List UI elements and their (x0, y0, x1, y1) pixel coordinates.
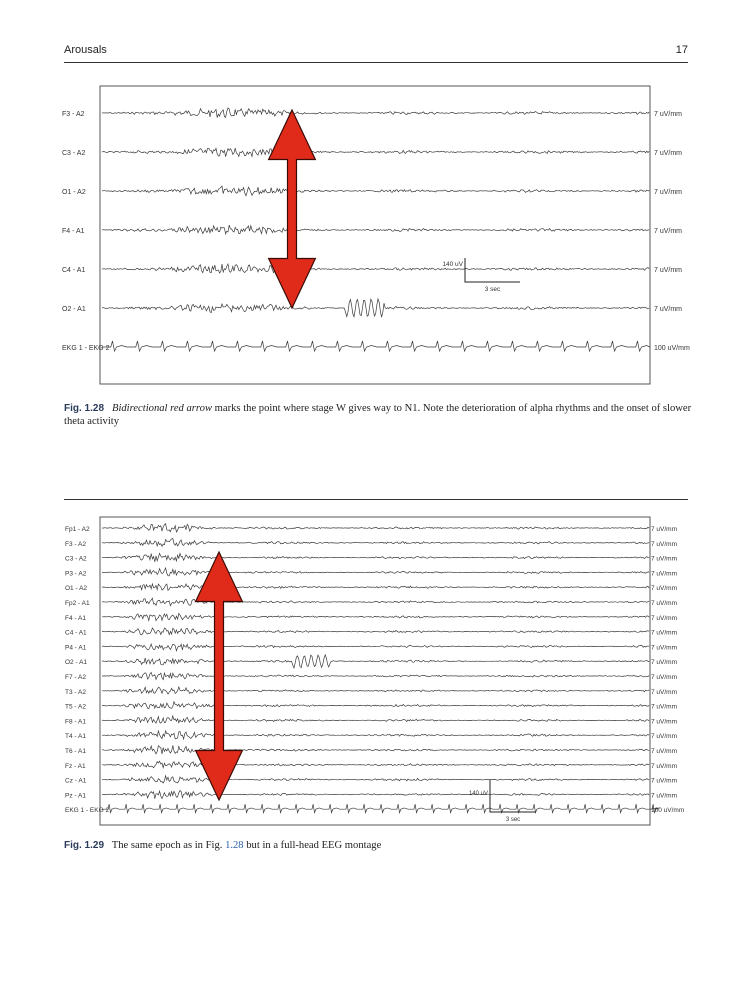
eeg-trace (102, 553, 649, 561)
channel-label: EKG 1 - EKG 2 (65, 807, 110, 815)
calibration-time: 3 sec (505, 817, 521, 823)
channel-label: T3 - A2 (65, 688, 86, 696)
channel-scale: 100 uV/mm (651, 807, 685, 815)
channel-label: EKG 1 - EKG 2 (62, 345, 110, 352)
channel-label: Pz - A1 (65, 792, 86, 800)
channel-label: C3 - A2 (65, 555, 87, 563)
channel-label: T5 - A2 (65, 703, 86, 711)
calibration-time: 3 sec (484, 286, 501, 293)
channel-label: F4 - A1 (65, 614, 86, 622)
caption-text: marks the point where stage W gives way to N1. Note the deterioration of alpha rhythms and the onset of slower theta activity (64, 403, 692, 427)
channel-label: Cz - A1 (65, 777, 87, 785)
eeg-trace (102, 672, 649, 679)
channel-scale: 7 uV/mm (651, 777, 678, 785)
eeg-trace (102, 655, 649, 668)
channel-scale: 100 uV/mm (654, 345, 690, 352)
channel-scale: 7 uV/mm (651, 629, 678, 637)
calibration-amplitude: 140 uV (468, 791, 488, 797)
channel-label: C3 - A2 (62, 150, 86, 157)
eeg-trace (102, 745, 649, 754)
channel-scale: 7 uV/mm (654, 306, 683, 313)
channel-label: O2 - A1 (62, 306, 86, 313)
eeg-trace (102, 702, 649, 709)
channel-label: F7 - A2 (65, 674, 86, 681)
eeg-trace (102, 687, 649, 694)
channel-scale: 7 uV/mm (651, 659, 678, 667)
channel-label: F8 - A1 (65, 718, 86, 726)
channel-scale: 7 uV/mm (651, 792, 678, 800)
eeg-trace (102, 584, 649, 590)
channel-label: Fz - A1 (65, 762, 86, 770)
channel-scale: 7 uV/mm (651, 614, 678, 622)
eeg-trace (102, 598, 649, 606)
eeg-trace (102, 716, 649, 723)
page-number: 17 (675, 44, 688, 56)
eeg-trace (102, 776, 649, 783)
channel-label: Fp1 - A2 (65, 526, 90, 533)
channel-scale: 7 uV/mm (651, 644, 678, 652)
channel-label: F3 - A2 (65, 540, 86, 548)
channel-label: F4 - A1 (62, 228, 85, 235)
eeg-trace (102, 644, 649, 651)
figure-link[interactable]: 1.28 (225, 840, 244, 851)
channel-label: P3 - A2 (65, 570, 87, 578)
channel-scale: 7 uV/mm (651, 733, 678, 741)
channel-label: T4 - A1 (65, 733, 86, 741)
channel-scale: 7 uV/mm (651, 600, 678, 607)
channel-scale: 7 uV/mm (651, 718, 678, 726)
channel-scale: 7 uV/mm (651, 570, 678, 578)
channel-scale: 7 uV/mm (651, 555, 678, 563)
channel-scale: 7 uV/mm (654, 111, 683, 118)
figure-label: Fig. 1.28 (64, 403, 105, 414)
channel-scale: 7 uV/mm (651, 540, 678, 548)
channel-scale: 7 uV/mm (654, 189, 683, 196)
caption-text: The same epoch as in Fig. (111, 840, 226, 851)
channel-scale: 7 uV/mm (654, 228, 683, 235)
channel-label: C4 - A1 (62, 267, 86, 274)
calibration-amplitude: 140 uV (442, 261, 463, 268)
channel-scale: 7 uV/mm (651, 703, 678, 711)
channel-label: P4 - A1 (65, 644, 87, 652)
calibration-bar (490, 780, 536, 812)
figure-caption-1-29 (64, 839, 692, 852)
channel-scale: 7 uV/mm (651, 585, 678, 593)
eeg-trace (102, 804, 659, 813)
channel-scale: 7 uV/mm (651, 762, 678, 770)
channel-scale: 7 uV/mm (651, 674, 678, 681)
channel-scale: 7 uV/mm (654, 267, 683, 274)
channel-label: O2 - A1 (65, 659, 88, 667)
eeg-trace (102, 791, 649, 799)
channel-scale: 7 uV/mm (651, 526, 678, 533)
eeg-trace (102, 568, 649, 576)
channel-scale: 7 uV/mm (654, 150, 683, 157)
eeg-trace (102, 628, 649, 635)
eeg-trace (102, 731, 649, 739)
caption-emphasis: Bidirectional red arrow (111, 403, 213, 414)
eeg-trace (102, 539, 649, 547)
figure-label: Fig. 1.29 (64, 840, 105, 851)
channel-scale: 7 uV/mm (651, 688, 678, 696)
channel-label: F3 - A2 (62, 111, 85, 118)
channel-label: C4 - A1 (65, 629, 87, 637)
eeg-trace (102, 524, 649, 532)
channel-label: T6 - A1 (65, 748, 86, 755)
eeg-trace (102, 614, 649, 621)
eeg-trace (102, 761, 649, 768)
channel-label: O1 - A2 (65, 585, 88, 593)
channel-label: O1 - A2 (62, 189, 86, 196)
channel-scale: 7 uV/mm (651, 748, 678, 755)
caption-text-end: but in a full-head EEG montage (243, 840, 382, 851)
running-title: Arousals (64, 44, 107, 56)
channel-label: Fp2 - A1 (65, 600, 90, 607)
